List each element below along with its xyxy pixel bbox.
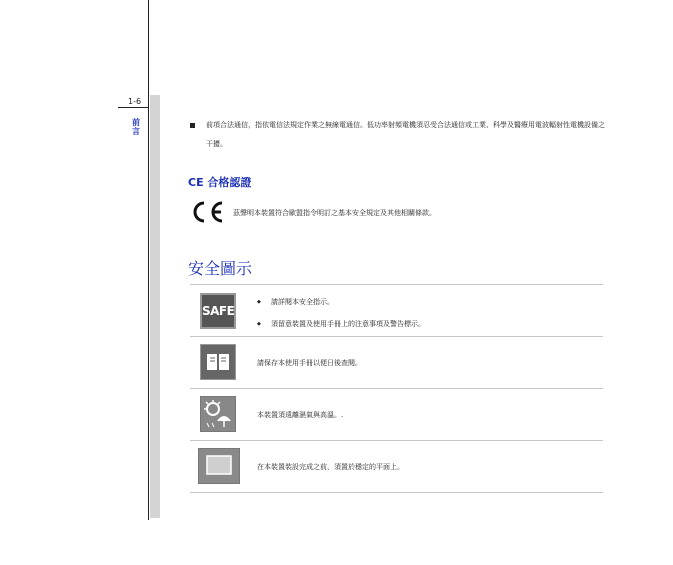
page-number: 1-6 (128, 97, 142, 106)
safety-table (190, 284, 603, 493)
manual-book-icon (200, 344, 236, 380)
heat-text: 本裝置須遠離濕氣與高溫。. (257, 411, 344, 419)
intro-text: 前項合法通信，指依電信法規定作業之無線電通信。低功率射頻電機須忍受合法通信或工業、科學及醫療用電波輻射性電機設備之干擾。 (206, 121, 605, 148)
ce-mark-icon (191, 200, 227, 224)
flat-surface-icon (198, 448, 240, 484)
safety-row-manual (190, 336, 603, 388)
safety-heading: 安全圖示 (188, 259, 253, 278)
ce-statement: 茲聲明本裝置符合歐盟指令明訂之基本安全規定及其他相關條款。 (233, 209, 436, 217)
manual-text: 請保存本使用手冊以便日後查閱。 (257, 359, 362, 367)
chapter-label: 前言 (132, 118, 140, 136)
intro-paragraph (190, 116, 610, 154)
safety-bullets (257, 291, 425, 335)
safety-row-heat (190, 388, 603, 440)
safety-row-safe (190, 284, 603, 336)
side-strip (150, 95, 160, 518)
list-item: ◆ 請詳閱本安全指示。 (257, 291, 425, 313)
page-number-rule (118, 107, 148, 108)
square-bullet-icon (190, 123, 195, 128)
safe-icon: SAFE (200, 293, 236, 329)
ce-heading: CE 合格認證 (188, 176, 252, 189)
surface-text: 在本裝置裝設完成之前，須置於穩定的平面上。 (257, 463, 404, 471)
heat-humidity-icon (200, 396, 236, 432)
list-item: ◆ 須留意裝置及使用手冊上的注意事項及警告標示。 (257, 313, 425, 335)
margin-rule (148, 0, 149, 520)
safety-row-surface (190, 440, 603, 493)
